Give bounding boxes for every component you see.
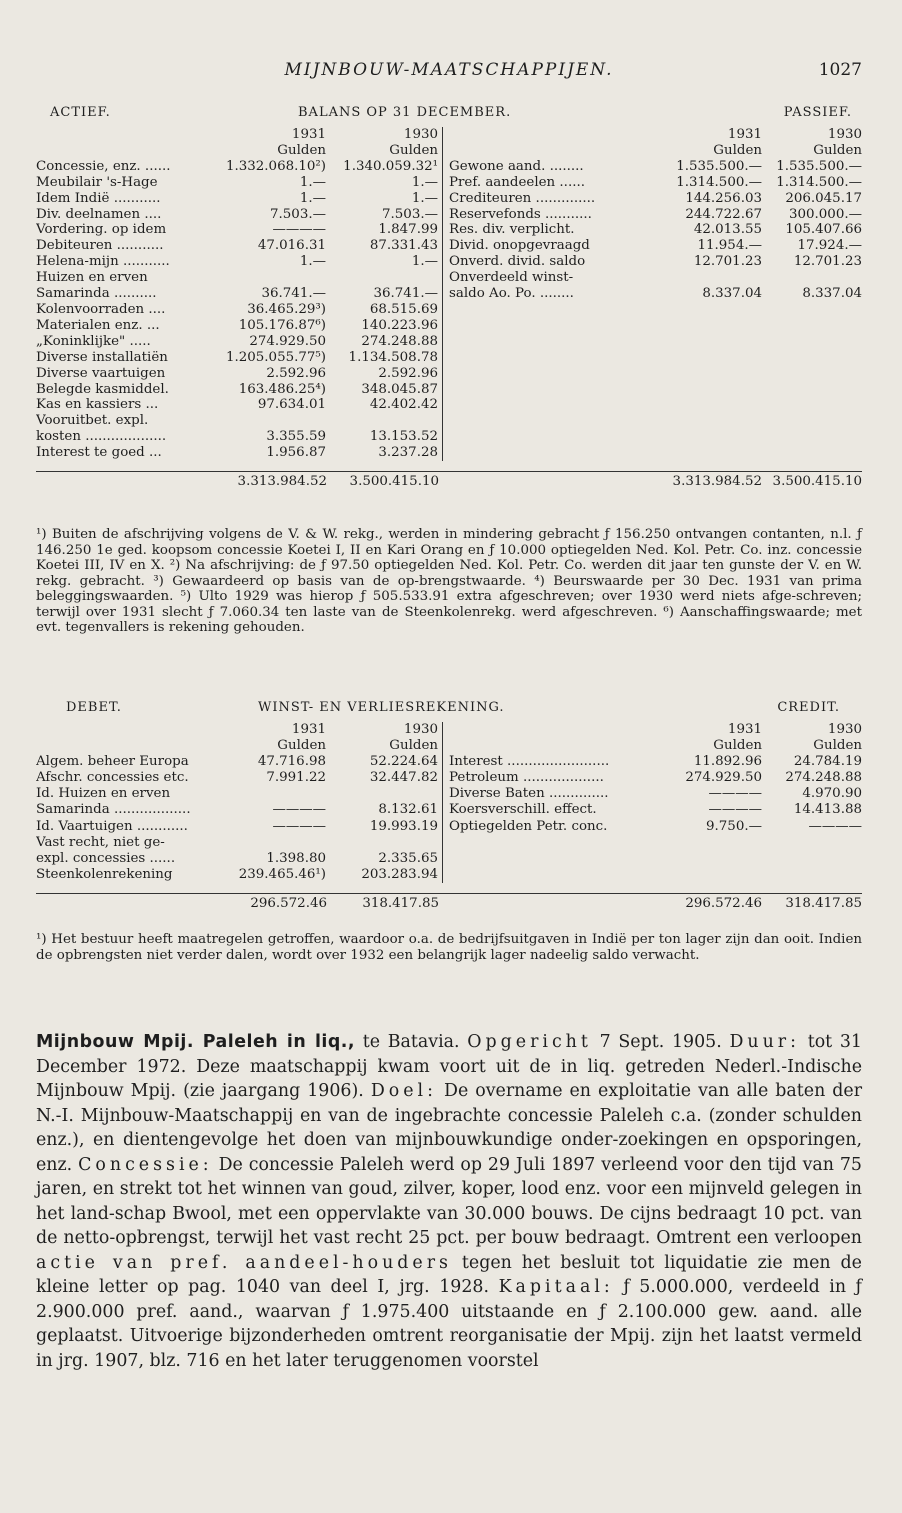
liability-row — [449, 222, 862, 238]
company-entry — [36, 1030, 862, 1373]
year-1930: 1930 — [827, 127, 862, 142]
unit: Gulden — [389, 738, 438, 754]
asset-row-label: Vooruitbet. expl. — [36, 413, 149, 429]
asset-row-label: Kolenvoorraden .... — [36, 301, 166, 317]
asset-row-label: Vordering. op idem — [36, 222, 167, 238]
credit-row-label: Koersverschill. effect. — [449, 802, 597, 818]
asset-row-label: Idem Indië ........... — [36, 190, 161, 206]
balance-totals — [36, 471, 862, 490]
unit: Gulden — [813, 142, 862, 158]
debit-row-label: Samarinda .................. — [36, 802, 191, 818]
keyword-doel: Doel: — [370, 1081, 437, 1101]
body-text: tot 31 December 1972. Deze maatschappij kwam voort uit de in liq. getreden Nederl.-Indische Mijnbouw Mpij. (zie jaargang 1906). — [36, 1032, 862, 1101]
liability-row-value-1930: 300.000.— — [788, 206, 862, 222]
asset-row — [36, 445, 438, 461]
debit-row — [36, 851, 438, 867]
running-title: MIJNBOUW-MAATSCHAPPIJEN. — [284, 60, 614, 80]
credit-row-label: Diverse Baten .............. — [449, 786, 609, 802]
liability-row-value-1931: 1.314.500.— — [676, 174, 762, 190]
credit-row-value-1930: 14.413.88 — [793, 802, 862, 818]
total-right-1931: 3.313.984.52 — [672, 474, 762, 490]
debit-row-value-1930: 2.335.65 — [378, 850, 438, 866]
unit: Gulden — [713, 738, 762, 754]
asset-row — [36, 254, 438, 270]
asset-row-value-1931 — [214, 270, 326, 286]
asset-row-value-1930 — [326, 270, 438, 286]
asset-row — [36, 191, 438, 207]
debit-row-label: Algem. beheer Europa — [36, 754, 189, 770]
keyword-kapitaal: Kapitaal: — [498, 1277, 614, 1297]
asset-row — [36, 238, 438, 254]
asset-row-label: Kas en kassiers ... — [36, 397, 159, 413]
debit-row-label: expl. concessies ...... — [36, 850, 176, 866]
asset-row-value-1931 — [214, 413, 326, 429]
asset-row-value-1931: 1.332.068.10²) — [225, 158, 326, 174]
asset-row — [36, 286, 438, 302]
pl-totals — [36, 893, 862, 912]
credit-row — [449, 819, 862, 835]
debit-row — [36, 802, 438, 818]
year-1931: 1931 — [727, 722, 762, 737]
asset-row-value-1930: 1.— — [411, 254, 438, 270]
asset-row-value-1931: 163.486.25⁴) — [238, 381, 326, 397]
liability-row-value-1930: 105.407.66 — [785, 222, 862, 238]
asset-row — [36, 334, 438, 350]
debit-row-value-1931: 7.991.22 — [266, 770, 326, 786]
liability-row-value-1931: 244.722.67 — [685, 206, 762, 222]
asset-row-label: Huizen en erven — [36, 270, 148, 286]
pl-total-left-1930: 318.417.85 — [362, 895, 439, 911]
asset-row-value-1931: 1.— — [299, 174, 326, 190]
debit-row-label: Steenkolenrekening — [36, 866, 173, 882]
keyword-actie: actie van pref. aandeel-houders — [36, 1252, 452, 1273]
total-left-1930: 3.500.415.10 — [349, 474, 439, 490]
debit-row — [36, 786, 438, 802]
body-text: ƒ 5.000.000, verdeeld in ƒ 2.900.000 pref. aand., waarvan ƒ 1.975.400 uitstaande en ƒ 2.100.000 gew. aand. alle geplaatst. Uitvoerige bijzonderheden omtrent reorganisatie der Mpij. zijn het laatst vermeld in jrg. 1907, blz. 716 en het later teruggenomen voorstel — [36, 1277, 862, 1371]
asset-row-label: Samarinda .......... — [36, 286, 157, 302]
debit-rows — [36, 754, 438, 883]
debit-column — [36, 722, 443, 883]
liability-row-label: saldo Ao. Po. ........ — [449, 286, 574, 302]
credit-row-value-1931: 9.750.— — [706, 818, 762, 834]
liability-row-value-1931: 1.535.500.— — [676, 158, 762, 174]
debit-row — [36, 867, 438, 883]
asset-row-value-1931: 274.929.50 — [249, 333, 326, 349]
body-text: De overname en exploitatie van alle baten der N.-I. Mijnbouw-Maatschappij en van de ingebrachte concessie Paleleh c.a. (zonder schulden enz.), en dientengevolge het doen van mijnbouwkundige onder-zoekingen en opsporingen, enz. — [36, 1081, 863, 1175]
debit-row-value-1931: 1.398.80 — [266, 850, 326, 866]
assets-year-row — [36, 127, 438, 143]
asset-row-value-1931: ———— — [272, 222, 326, 238]
asset-row-value-1930: 68.515.69 — [369, 301, 438, 317]
credit-row-value-1930: 274.248.88 — [785, 770, 862, 786]
asset-row-value-1931: 1.— — [299, 190, 326, 206]
liabilities-year-row — [449, 127, 862, 143]
asset-row-value-1931: 3.355.59 — [266, 429, 326, 445]
liability-row-value-1930: 8.337.04 — [802, 286, 862, 302]
balance-header — [36, 105, 862, 127]
credit-row-value-1930: ———— — [808, 818, 862, 834]
keyword-duur: Duur: — [729, 1032, 800, 1052]
asset-row-value-1930: 1.— — [411, 190, 438, 206]
asset-row-label: Concessie, enz. ...... — [36, 158, 171, 174]
year-1930: 1930 — [403, 127, 438, 142]
pl-footnote: ¹) Het bestuur heeft maatregelen getroffen, waardoor o.a. de bedrijfsuitgaven in Indië per ton lager zijn dan ooit. Indien de opbrengsten niet verder dalen, wordt over 1932 een belangrijk lager nadeelig saldo verwacht. — [36, 932, 862, 963]
asset-row-value-1931: 36.741.— — [261, 286, 326, 302]
asset-row — [36, 175, 438, 191]
asset-row — [36, 270, 438, 286]
unit: Gulden — [813, 738, 862, 754]
liability-row-label: Pref. aandeelen ...... — [449, 174, 585, 190]
year-1931: 1931 — [291, 127, 326, 142]
asset-row — [36, 302, 438, 318]
pl-total-left-1931: 296.572.46 — [250, 895, 327, 911]
asset-row-value-1931: 47.016.31 — [257, 238, 326, 254]
debit-year-row — [36, 722, 438, 738]
asset-row-value-1931: 97.634.01 — [257, 397, 326, 413]
liability-row — [449, 207, 862, 223]
debit-row-label: Id. Huizen en erven — [36, 786, 171, 802]
asset-row-value-1930: 36.741.— — [373, 286, 438, 302]
debit-row — [36, 835, 438, 851]
asset-row-value-1930: 42.402.42 — [369, 397, 438, 413]
liability-row-label: Reservefonds ........... — [449, 206, 592, 222]
unit: Gulden — [277, 142, 326, 158]
credit-row — [449, 786, 862, 802]
debit-row-value-1930: 19.993.19 — [369, 818, 438, 834]
debit-row — [36, 770, 438, 786]
balance-title: BALANS OP 31 DECEMBER. — [298, 105, 512, 120]
asset-row — [36, 413, 438, 429]
asset-row-value-1931: 2.592.96 — [266, 365, 326, 381]
asset-row-label: Div. deelnamen .... — [36, 206, 162, 222]
asset-row-value-1930: 274.248.88 — [361, 333, 438, 349]
credit-rows — [449, 754, 862, 834]
year-1931: 1931 — [727, 127, 762, 142]
debit-row — [36, 819, 438, 835]
debit-unit-row — [36, 738, 438, 754]
liability-row — [449, 254, 862, 270]
total-right-1930: 3.500.415.10 — [772, 474, 862, 490]
assets-rows — [36, 159, 438, 461]
credit-row-value-1930: 24.784.19 — [793, 754, 862, 770]
year-1931: 1931 — [291, 722, 326, 737]
asset-row-label: Materialen enz. ... — [36, 317, 160, 333]
unit: Gulden — [389, 142, 438, 158]
asset-row-value-1930: 2.592.96 — [378, 365, 438, 381]
asset-row-value-1931: 7.503.— — [270, 206, 326, 222]
credit-row-value-1931: 11.892.96 — [693, 754, 762, 770]
liability-row-label: Gewone aand. ........ — [449, 158, 584, 174]
body-text: te Batavia. — [362, 1032, 460, 1052]
company-name: Mijnbouw Mpij. Paleleh in liq., — [36, 1032, 356, 1052]
assets-column — [36, 127, 443, 461]
asset-row-value-1930: 87.331.43 — [369, 238, 438, 254]
credit-unit-row — [449, 738, 862, 754]
liability-row — [449, 238, 862, 254]
credit-row-value-1931: ———— — [708, 786, 762, 802]
credit-row-value-1930: 4.970.90 — [802, 786, 862, 802]
debit-row-value-1931: ———— — [272, 818, 326, 834]
debit-row-value-1931: ———— — [272, 802, 326, 818]
liabilities-column — [443, 127, 862, 461]
debit-row-value-1930: 8.132.61 — [378, 802, 438, 818]
liability-row-value-1931: 12.701.23 — [693, 254, 762, 270]
asset-row-label: Helena-mijn ........... — [36, 254, 170, 270]
liability-row — [449, 270, 862, 286]
balance-footnotes: ¹) Buiten de afschrijving volgens de V. & W. rekg., werden in mindering gebracht ƒ 156.250 ontvangen contanten, n.l. ƒ 146.250 1e ged. koopsom concessie Koetei I, II en Kari Orang en ƒ 10.000 optiegelden Ned. Kol. Petr. Co. inz. concessie Koetei III, IV en X. ²) Na afschrijving: de ƒ 97.50 optiegelden Ned. Kol. Petr. Co. werden dit jaar ten gunste der V. en W. rekg. gebracht. ³) Gewaardeerd op basis van de op-brengstwaarde. ⁴) Beurswaarde per 30 Dec. 1931 van prima beleggingswaarden. ⁵) Ulto 1929 was hierop ƒ 505.533.91 extra afgeschreven; over 1930 werd niets afge-schreven; terwijl over 1931 slecht ƒ 7.060.34 ten laste van de Steenkolenrekg. werd afgeschreven. ⁶) Aanschaffingswaarde; met evt. tegenvallers is rekening gehouden. — [36, 527, 862, 635]
profit-loss-account — [36, 700, 862, 912]
asset-row-value-1930: 140.223.96 — [361, 317, 438, 333]
asset-row-value-1930: 348.045.87 — [361, 381, 438, 397]
liabilities-unit-row — [449, 143, 862, 159]
asset-row-label: „Koninklijke" ..... — [36, 333, 151, 349]
total-left-1931: 3.313.984.52 — [237, 474, 327, 490]
asset-row-value-1930: 1.— — [411, 174, 438, 190]
credit-row — [449, 802, 862, 818]
liability-row — [449, 159, 862, 175]
credit-row — [449, 754, 862, 770]
asset-row — [36, 207, 438, 223]
debit-row-value-1930 — [326, 786, 438, 802]
pl-header — [36, 700, 862, 722]
asset-row-value-1931: 105.176.87⁶) — [238, 317, 326, 333]
debit-row-label: Afschr. concessies etc. — [36, 770, 189, 786]
asset-row-value-1930: 13.153.52 — [369, 429, 438, 445]
liability-row-value-1930: 17.924.— — [797, 238, 862, 254]
liability-row — [449, 286, 862, 302]
liability-row — [449, 191, 862, 207]
running-head — [36, 60, 862, 88]
asset-row-label: Diverse installatiën — [36, 349, 168, 365]
debit-row-value-1930: 52.224.64 — [369, 754, 438, 770]
liability-row-label: Res. div. verplicht. — [449, 222, 575, 238]
credit-row-label: Optiegelden Petr. conc. — [449, 818, 608, 834]
liability-row-label: Onverd. divid. saldo — [449, 254, 586, 270]
debit-row-value-1931: 47.716.98 — [257, 754, 326, 770]
credit-row-value-1931: 274.929.50 — [685, 770, 762, 786]
liability-row-value-1930: 12.701.23 — [793, 254, 862, 270]
liability-row-value-1931: 8.337.04 — [702, 286, 762, 302]
debit-row — [36, 754, 438, 770]
keyword-opgericht: Opgericht — [467, 1032, 592, 1052]
debit-row-value-1931: 239.465.46¹) — [238, 866, 326, 882]
debit-row-value-1930: 203.283.94 — [361, 866, 438, 882]
asset-row-label: Belegde kasmiddel. — [36, 381, 169, 397]
liability-row-value-1931 — [662, 270, 762, 286]
asset-row — [36, 366, 438, 382]
asset-row-label: Debiteuren ........... — [36, 238, 164, 254]
asset-row-value-1930 — [326, 413, 438, 429]
asset-row — [36, 318, 438, 334]
asset-row-label: Interest te goed ... — [36, 445, 162, 461]
liability-row-label: Divid. onopgevraagd — [449, 238, 590, 254]
body-text: De concessie Paleleh werd op 29 Juli 1897 verleend voor den tijd van 75 jaren, en strekt tot het winnen van goud, zilver, koper, lood enz. voor een mijnveld gelegen in het land-schap Bwool, met een oppervlakte van 30.000 bouws. De cijns bedraagt 10 pct. van de netto-opbrengst, terwijl het vast recht 25 pct. per bouw bedraagt. Omtrent een verloopen — [36, 1154, 862, 1248]
liabilities-rows — [449, 159, 862, 302]
asset-row-value-1931: 1.— — [299, 254, 326, 270]
pl-title: WINST- EN VERLIESREKENING. — [258, 700, 505, 715]
year-1930: 1930 — [403, 722, 438, 737]
asset-row-value-1930: 7.503.— — [382, 206, 438, 222]
keyword-concessie: Concessie: — [78, 1154, 213, 1175]
asset-row-value-1930: 1.847.99 — [378, 222, 438, 238]
asset-row — [36, 429, 438, 445]
debit-row-value-1930 — [326, 835, 438, 851]
credit-label: CREDIT. — [777, 700, 840, 715]
asset-row — [36, 350, 438, 366]
credit-row-value-1931: ———— — [708, 802, 762, 818]
asset-row — [36, 382, 438, 398]
asset-row-value-1931: 1.205.055.77⁵) — [225, 349, 326, 365]
pl-total-right-1931: 296.572.46 — [685, 895, 762, 911]
body-text: 7 Sept. 1905. — [599, 1032, 722, 1052]
asset-row-value-1930: 1.134.508.78 — [348, 349, 438, 365]
debit-row-value-1931 — [214, 835, 326, 851]
page-number: 1027 — [818, 60, 862, 80]
asset-row-value-1930: 1.340.059.32¹ — [343, 158, 438, 174]
asset-row — [36, 222, 438, 238]
credit-row — [449, 770, 862, 786]
liability-row-value-1930 — [762, 270, 862, 286]
credit-row-label: Petroleum ................... — [449, 770, 604, 786]
debit-row-label: Id. Vaartuigen ............ — [36, 818, 188, 834]
assets-label: ACTIEF. — [50, 105, 111, 120]
asset-row-value-1930: 3.237.28 — [378, 445, 438, 461]
asset-row-value-1931: 36.465.29³) — [247, 301, 326, 317]
balance-sheet — [36, 105, 862, 490]
liability-row-value-1931: 144.256.03 — [685, 190, 762, 206]
asset-row-label: Diverse vaartuigen — [36, 365, 166, 381]
credit-year-row — [449, 722, 862, 738]
liability-row — [449, 175, 862, 191]
asset-row-label: Meubilair 's-Hage — [36, 174, 158, 190]
debit-label: DEBET. — [66, 700, 122, 715]
asset-row — [36, 397, 438, 413]
body-text: tegen het besluit tot liquidatie zie men de kleine letter op pag. 1040 van deel I, jrg. 1928. — [36, 1252, 862, 1297]
unit: Gulden — [277, 738, 326, 754]
liability-row-label: Onverdeeld winst- — [449, 270, 574, 286]
debit-row-value-1930: 32.447.82 — [369, 770, 438, 786]
liability-row-value-1931: 11.954.— — [697, 238, 762, 254]
liability-row-label: Crediteuren .............. — [449, 190, 596, 206]
liabilities-label: PASSIEF. — [783, 105, 852, 120]
credit-row-label: Interest ........................ — [449, 754, 610, 770]
asset-row-label: kosten ................... — [36, 429, 167, 445]
debit-row-value-1931 — [214, 786, 326, 802]
year-1930: 1930 — [827, 722, 862, 737]
assets-unit-row — [36, 143, 438, 159]
debit-row-label: Vast recht, niet ge- — [36, 834, 165, 850]
liability-row-value-1930: 1.314.500.— — [776, 174, 862, 190]
asset-row-value-1931: 1.956.87 — [266, 445, 326, 461]
liability-row-value-1931: 42.013.55 — [693, 222, 762, 238]
pl-total-right-1930: 318.417.85 — [785, 895, 862, 911]
liability-row-value-1930: 1.535.500.— — [776, 158, 862, 174]
unit: Gulden — [713, 142, 762, 158]
liability-row-value-1930: 206.045.17 — [785, 190, 862, 206]
asset-row — [36, 159, 438, 175]
credit-column — [443, 722, 862, 883]
